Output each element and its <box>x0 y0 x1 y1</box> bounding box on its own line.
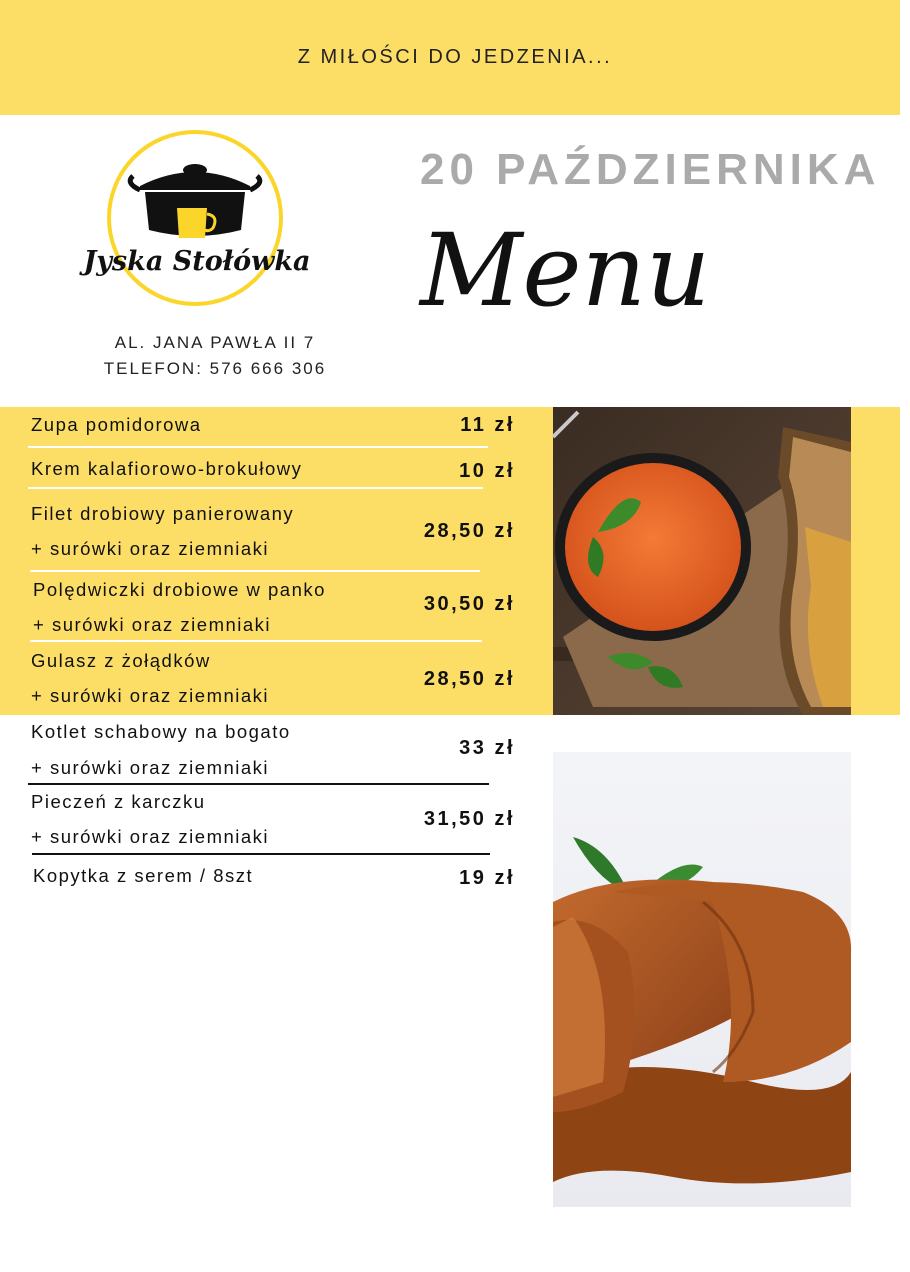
menu-date: 20 PAŹDZIERNIKA <box>420 145 881 194</box>
menu-item-sides: + surówki oraz ziemniaki <box>31 826 270 847</box>
menu-item-name: Pieczeń z karczku <box>31 791 206 812</box>
menu-item-price: 11 zł <box>460 414 515 436</box>
phone-number: TELEFON: 576 666 306 <box>103 359 327 378</box>
menu-item-price: 28,50 zł <box>423 668 515 690</box>
menu-item-price: 33 zł <box>459 737 515 759</box>
address-block <box>60 330 370 382</box>
logo-wordmark: Jyska Stołówka <box>83 246 311 277</box>
divider <box>28 783 489 785</box>
menu-item-name: Krem kalafiorowo-brokułowy <box>31 458 303 479</box>
soup-photo <box>553 407 851 715</box>
menu-item-sides: + surówki oraz ziemniaki <box>31 757 270 778</box>
menu-item-name: Filet drobiowy panierowany <box>31 503 295 524</box>
roast-photo <box>553 752 851 1207</box>
menu-item-sides: + surówki oraz ziemniaki <box>31 685 270 706</box>
restaurant-logo <box>85 128 325 310</box>
menu-title-script <box>410 195 711 375</box>
menu-item-name: Kopytka z serem / 8szt <box>33 865 254 886</box>
menu-item-name: Kotlet schabowy na bogato <box>31 721 291 742</box>
menu-item-sides: + surówki oraz ziemniaki <box>31 538 270 559</box>
divider <box>30 640 482 642</box>
divider <box>32 853 490 855</box>
divider <box>28 487 483 489</box>
menu-item-name: Polędwiczki drobiowe w panko <box>33 579 326 600</box>
divider <box>30 570 480 572</box>
menu-item-price: 28,50 zł <box>423 520 515 542</box>
cooking-pot-icon <box>85 128 325 310</box>
tagline: Z MIŁOŚCI DO JEDZENIA... <box>297 46 613 68</box>
divider <box>28 446 488 448</box>
menu-item-price: 19 zł <box>459 867 515 889</box>
street-address: AL. JANA PAWŁA II 7 <box>114 333 316 352</box>
menu-item-name: Zupa pomidorowa <box>31 414 202 435</box>
menu-item-price: 10 zł <box>459 460 515 482</box>
menu-item-name: Gulasz z żołądków <box>31 650 211 671</box>
menu-item-price: 31,50 zł <box>423 808 515 830</box>
menu-item-price: 30,50 zł <box>423 593 515 615</box>
menu-title: Menu <box>420 212 711 329</box>
menu-item-sides: + surówki oraz ziemniaki <box>33 614 272 635</box>
